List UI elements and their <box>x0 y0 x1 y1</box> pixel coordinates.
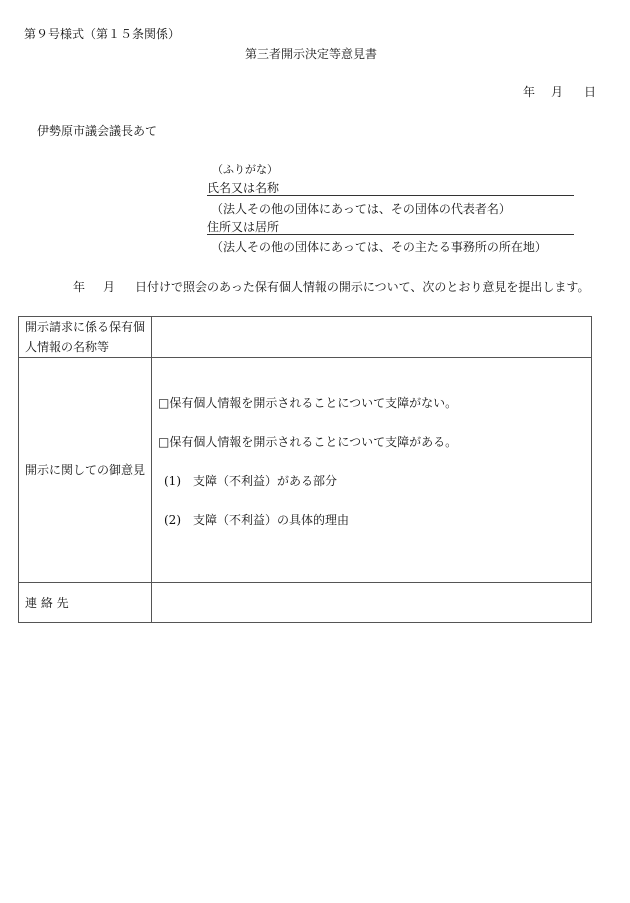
statement-month: 月 <box>103 280 116 294</box>
table-row <box>19 317 592 358</box>
item-specific-reason: (2) 支障（不利益）の具体的理由 <box>164 513 349 527</box>
statement-text: 日付けで照会のあった保有個人情報の開示について、次のとおり意見を提出します。 <box>135 280 590 294</box>
date-year: 年 <box>523 85 536 99</box>
option-no-issue[interactable]: □保有個人情報を開示されることについて支障がない。 <box>158 396 458 410</box>
addressee: 伊勢原市議会議長あて <box>37 124 158 138</box>
opinion-table <box>18 316 592 623</box>
opinion-label: 開示に関しての御意見 <box>19 358 152 583</box>
address-note: （法人その他の団体にあっては、その主たる事務所の所在地） <box>211 240 547 254</box>
address-input-line[interactable] <box>207 234 574 235</box>
contact-field[interactable] <box>152 583 592 623</box>
address-label: 住所又は居所 <box>207 220 280 234</box>
date-month: 月 <box>551 85 564 99</box>
item-affected-part: (1) 支障（不利益）がある部分 <box>164 474 337 488</box>
document-title: 第三者開示決定等意見書 <box>245 47 378 61</box>
date-day: 日 <box>584 85 597 99</box>
option-issue[interactable]: □保有個人情報を開示されることについて支障がある。 <box>158 435 458 449</box>
name-label: 氏名又は名称 <box>207 181 280 195</box>
table-row <box>19 358 592 583</box>
info-name-label: 開示請求に係る保有個人情報の名称等 <box>19 317 152 358</box>
name-note: （法人その他の団体にあっては、その団体の代表者名） <box>211 202 511 216</box>
name-input-line[interactable] <box>207 195 574 196</box>
info-name-field[interactable] <box>152 317 592 358</box>
furigana-label: （ふりがな） <box>212 163 278 176</box>
table-row <box>19 583 592 623</box>
contact-label: 連 絡 先 <box>19 583 152 623</box>
opinion-field[interactable] <box>152 358 592 583</box>
statement-year: 年 <box>73 280 86 294</box>
form-number: 第９号様式（第１５条関係） <box>24 27 181 41</box>
